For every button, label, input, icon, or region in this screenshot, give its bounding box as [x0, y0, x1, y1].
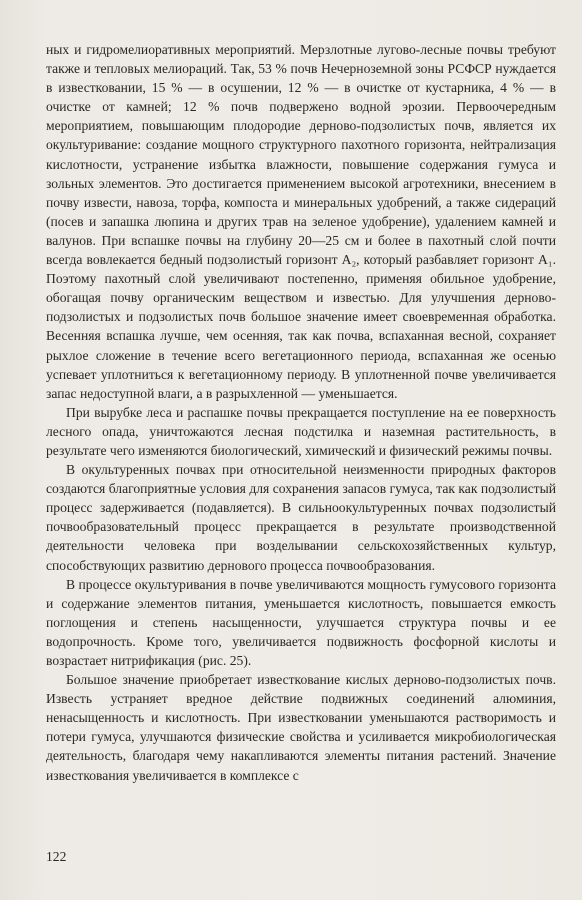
- page-number: 122: [46, 849, 67, 864]
- paragraph-5: Большое значение приобретает известкование кислых дерново-подзолистых почв. Известь устраняет вредное действие подвижных соединений алюминия, ненасыщенность и кислотность. При известковании уменьшаются растворимость и потери гумуса, улучшаются физические свойства и усиливается микробиологическая деятельность, благодаря чему накапливаются элементы питания растений. Значение известкования увеличивается в комплексе с: [46, 672, 556, 783]
- paragraph-1: ных и гидромелиоративных мероприятий. Мерзлотные лугово-лесные почвы требуют также и тепловых мелиораций. Так, 53 % почв Нечерноземной зоны РСФСР нуждается в известковании, 15 % — в осушении, 12 % — в очистке от кустарника, 4 % — в очистке от камней; 12 % почв подвержено водной эрозии. Первоочередным мероприятием, повышающим плодородие дерново-подзолистых почв, является их окультуривание: создание мощного структурного пахотного горизонта, нейтрализация кислотности, устранение избытка влажности, повышение содержания гумуса и зольных элементов. Это достигается применением высокой агротехники, внесением в почву извести, навоза, торфа, компоста и минеральных удобрений, а также сидераций (посев и запашка люпина и других трав на зеленое удобрение), удалением камней и валунов. При вспашке почвы на глубину 20—25 см и более в пахотный слой почти всегда вовлекается бедный подзолистый горизонт A₂, который разбавляет горизонт A₁. Поэтому пахотный слой увеличивают постепенно, применяя обильное удобрение, обогащая почву органическим веществом и известью. Для улучшения дерново-подзолистых и подзолистых почв большое значение имеет своевременная обработка. Весенняя вспашка лучше, чем осенняя, так как почва, вспаханная весной, сохраняет рыхлое сложение в течение всего вегетационного периода, вспаханная же осенью успевает уплотниться к вегетационному периоду. В уплотненной почве увеличивается запас недоступной влаги, а в разрыхленной — уменьшается.: [46, 42, 556, 401]
- paragraph-2: При вырубке леса и распашке почвы прекращается поступление на ее поверхность лесного опада, уничтожаются лесная подстилка и наземная растительность, в результате чего изменяются биологический, химический и физический режимы почвы.: [46, 404, 556, 458]
- body-text: [46, 40, 556, 785]
- paragraph-3: В окультуренных почвах при относительной неизменности природных факторов создаются благоприятные условия для сохранения запасов гумуса, так как подзолистый процесс задерживается (подавляется). В сильноокультуренных почвах подзолистый почвообразовательный процесс прекращается в результате производственной деятельности человека при возделывании сельскохозяйственных культур, способствующих развитию дернового процесса почвообразования.: [46, 462, 556, 573]
- paragraph-4: В процессе окультуривания в почве увеличиваются мощность гумусового горизонта и содержание элементов питания, уменьшается кислотность, повышается емкость поглощения и степень насыщенности, улучшается структура почвы и ее водопрочность. Кроме того, увеличивается подвижность фосфорной кислоты и возрастает нитрификация (рис. 25).: [46, 576, 556, 668]
